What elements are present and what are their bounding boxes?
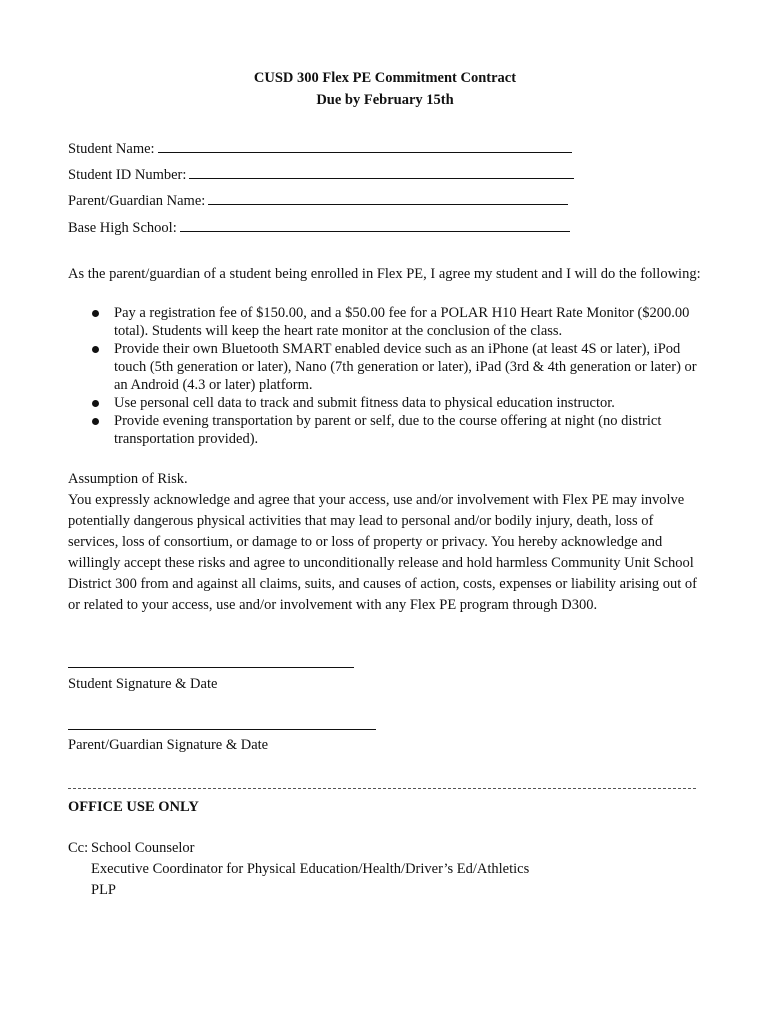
document-subtitle: Due by February 15th: [316, 92, 454, 108]
agreement-item-device: Provide their own Bluetooth SMART enabled device such as an iPhone (at least 4S or later), iPod touch (5th generation or later), Nano (7th generation or later), iPad (3rd & 4th generation or later) or an Android (4.3 or later) platform.: [92, 340, 704, 394]
agreement-list: [92, 304, 704, 448]
cc-label: Cc:: [68, 840, 89, 856]
base-school-label: Base High School:: [68, 220, 177, 236]
risk-body: You expressly acknowledge and agree that your access, use and/or involvement with Flex PE may involve potentially dangerous physical activities that may lead to personal and/or bodily injury, death, loss of services, loss of consortium, or damage to or loss of property or privacy. You hereby acknowledge and willingly accept these risks and agree to unconditionally release and hold harmless Community Unit School District 300 from and against all claims, suits, and causes of action, costs, expenses or liability arising out of or related to your access, use and/or involvement with any Flex PE program through D300.: [68, 492, 698, 613]
student-signature-line[interactable]: [68, 667, 354, 668]
parent-name-blank[interactable]: [208, 192, 568, 205]
cc-recipient-counselor: School Counselor: [91, 840, 195, 856]
student-name-label: Student Name:: [68, 141, 155, 157]
base-school-blank[interactable]: [180, 219, 570, 232]
risk-heading: Assumption of Risk.: [68, 471, 188, 487]
student-id-blank[interactable]: [189, 166, 574, 179]
student-id-label: Student ID Number:: [68, 167, 187, 183]
parent-name-label: Parent/Guardian Name:: [68, 193, 206, 209]
office-use-heading: OFFICE USE ONLY: [68, 799, 199, 815]
document-title: CUSD 300 Flex PE Commitment Contract: [253, 70, 517, 86]
parent-name-field[interactable]: [68, 192, 568, 210]
student-signature-label: Student Signature & Date: [68, 676, 218, 692]
parent-signature-line[interactable]: [68, 729, 376, 730]
agreement-item-transport: Provide evening transportation by parent or self, due to the course offering at night (no district transportation provided).: [92, 412, 704, 448]
agreement-item-fee: Pay a registration fee of $150.00, and a $50.00 fee for a POLAR H10 Heart Rate Monitor ($200.00 total). Students will keep the heart rate monitor at the conclusion of the class.: [92, 304, 704, 340]
agreement-intro: As the parent/guardian of a student being enrolled in Flex PE, I agree my student and I will do the following:: [68, 266, 701, 282]
section-divider: [68, 788, 696, 789]
agreement-item-data: Use personal cell data to track and submit fitness data to physical education instructor.: [92, 394, 704, 412]
cc-recipient-coordinator: Executive Coordinator for Physical Education/Health/Driver’s Ed/Athletics: [91, 861, 530, 877]
base-school-field[interactable]: [68, 219, 570, 237]
student-name-field[interactable]: [68, 140, 572, 158]
parent-signature-label: Parent/Guardian Signature & Date: [68, 737, 269, 753]
student-name-blank[interactable]: [158, 140, 572, 153]
student-id-field[interactable]: [68, 166, 574, 184]
cc-recipient-plp: PLP: [91, 882, 116, 898]
